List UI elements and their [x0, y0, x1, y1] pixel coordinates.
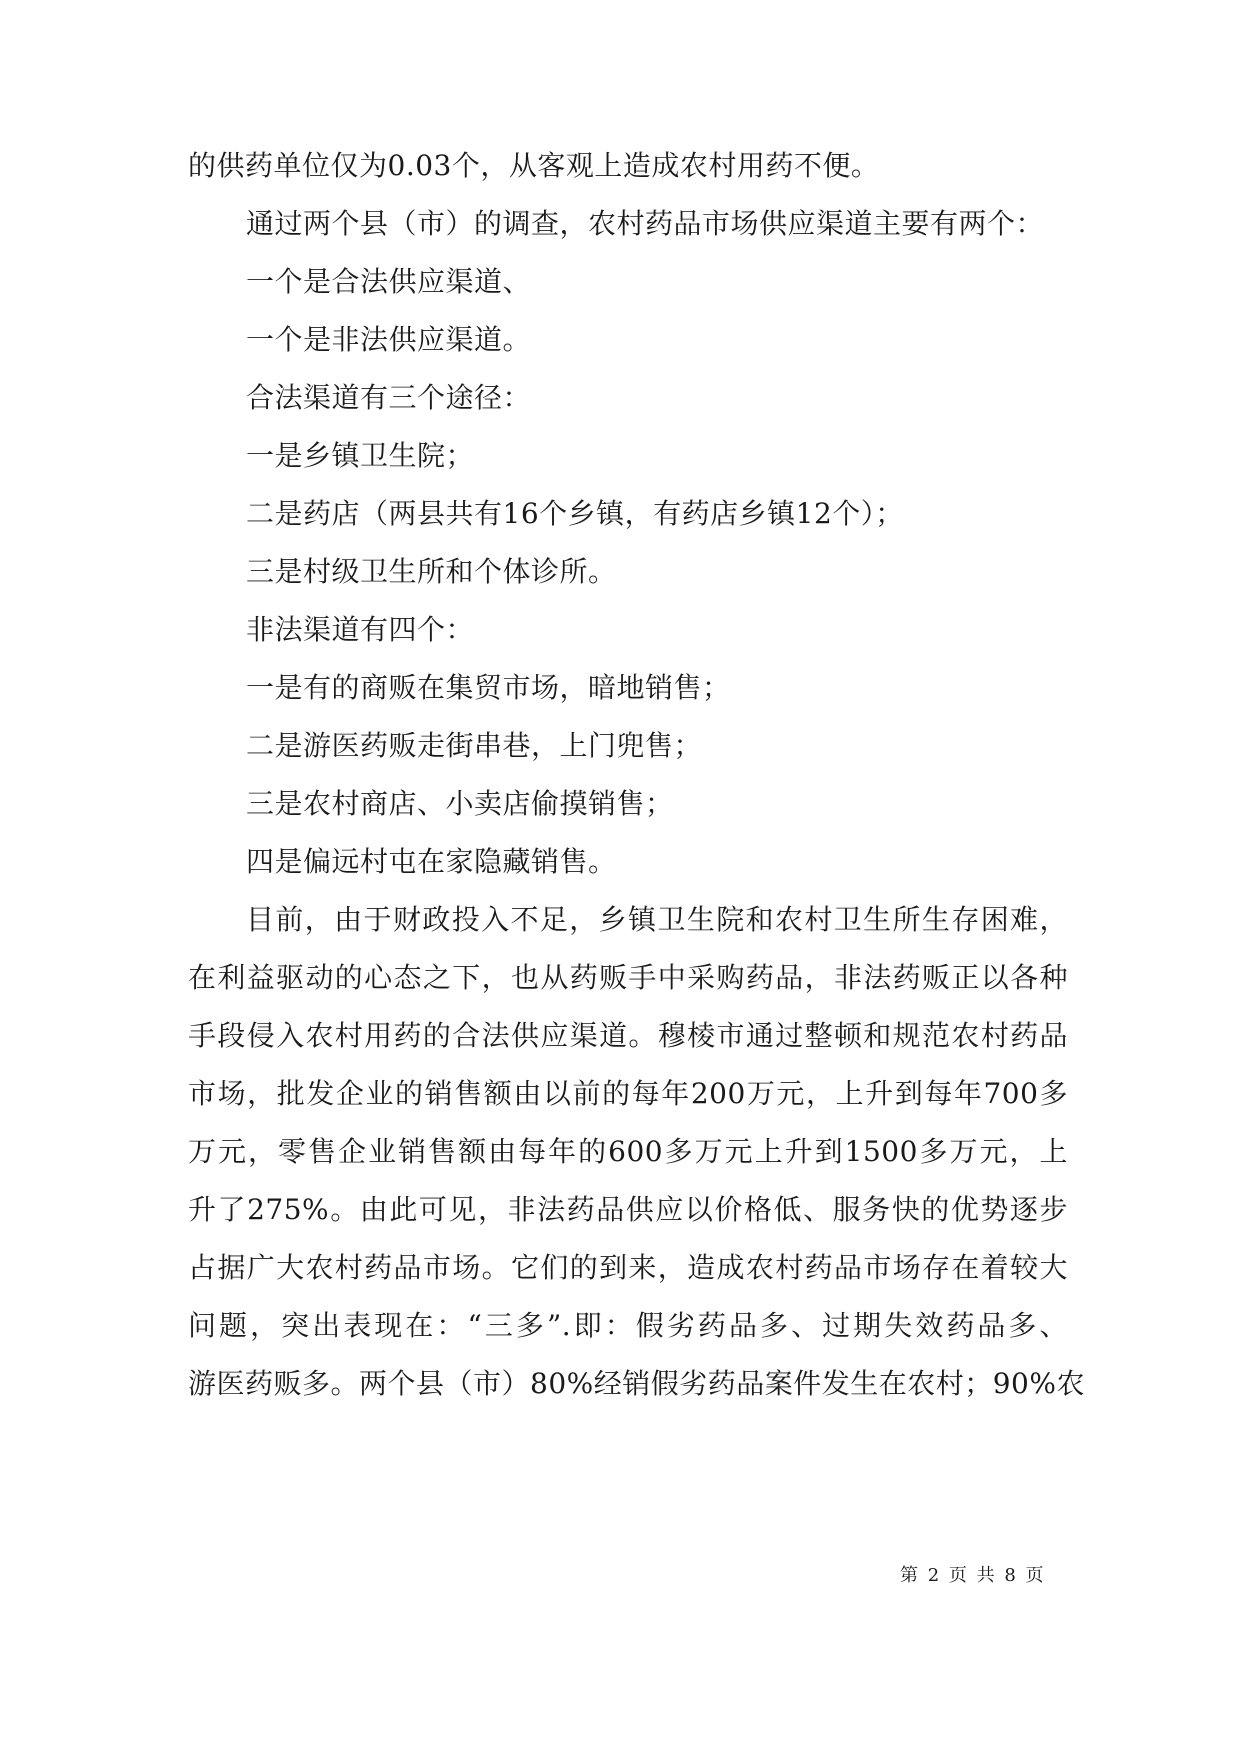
text-line-11: 二是游医药贩走街串巷，上门兜售；: [246, 729, 703, 762]
text-line-13: 四是偏远村屯在家隐藏销售。: [246, 845, 617, 878]
text-line-21: 问题，突出表现在：“三多”.即：假劣药品多、过期失效药品多、: [188, 1309, 1068, 1342]
text-line-3: 一个是合法供应渠道、: [246, 265, 532, 298]
text-line-2: 通过两个县（市）的调查，农村药品市场供应渠道主要有两个：: [246, 207, 1045, 240]
text-line-16: 手段侵入农村用药的合法供应渠道。穆棱市通过整顿和规范农村药品: [188, 1019, 1068, 1052]
text-line-14: 目前，由于财政投入不足，乡镇卫生院和农村卫生所生存困难，: [246, 903, 1068, 936]
text-line-20: 占据广大农村药品市场。它们的到来，造成农村药品市场存在着较大: [188, 1251, 1068, 1284]
text-line-10: 一是有的商贩在集贸市场，暗地销售；: [246, 671, 731, 704]
text-line-1: 的供药单位仅为0.03个，从客观上造成农村用药不便。: [188, 149, 880, 182]
text-line-12: 三是农村商店、小卖店偷摸销售；: [246, 787, 674, 820]
text-line-22: 游医药贩多。两个县（市）80%经销假劣药品案件发生在农村；90%农: [188, 1367, 1085, 1400]
text-line-17: 市场，批发企业的销售额由以前的每年200万元，上升到每年700多: [188, 1077, 1068, 1110]
text-line-9: 非法渠道有四个：: [246, 613, 475, 646]
page-number-footer: 第 2 页 共 8 页: [900, 1565, 1046, 1586]
text-line-6: 一是乡镇卫生院；: [246, 439, 475, 472]
text-line-15: 在利益驱动的心态之下，也从药贩手中采购药品，非法药贩正以各种: [188, 961, 1068, 994]
text-line-5: 合法渠道有三个途径：: [246, 381, 532, 414]
text-line-8: 三是村级卫生所和个体诊所。: [246, 555, 617, 588]
text-line-7: 二是药店（两县共有16个乡镇，有药店乡镇12个）；: [246, 497, 904, 530]
text-line-18: 万元，零售企业销售额由每年的600多万元上升到1500多万元，上: [188, 1135, 1068, 1168]
text-line-19: 升了275%。由此可见，非法药品供应以价格低、服务快的优势逐步: [188, 1193, 1068, 1226]
text-line-4: 一个是非法供应渠道。: [246, 323, 532, 356]
